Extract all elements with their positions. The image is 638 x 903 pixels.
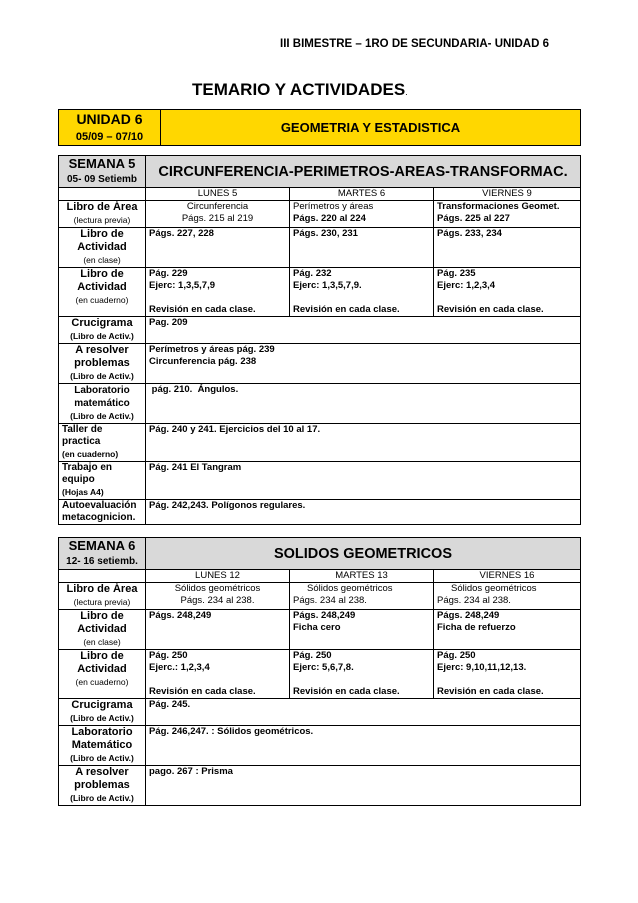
label-main: Libro de Área bbox=[66, 583, 138, 595]
week-label: SEMANA 5 bbox=[68, 156, 136, 171]
cell-line: Ejerc: 1,3,5,7,9. bbox=[293, 280, 362, 291]
unit-topic: GEOMETRIA Y ESTADISTICA bbox=[161, 110, 581, 146]
cell bbox=[146, 201, 290, 228]
row-label bbox=[59, 228, 146, 268]
day-header: VIERNES 16 bbox=[434, 570, 581, 583]
label-main: problemas bbox=[74, 779, 130, 791]
cell-line: Revisión en cada clase. bbox=[293, 686, 400, 697]
row-label bbox=[59, 650, 146, 699]
cell-line: Ejerc: 9,10,11,12,13. bbox=[437, 662, 527, 673]
cell-line: Pág. 250 bbox=[149, 650, 188, 661]
label-main: Laboratorio bbox=[74, 385, 130, 396]
row-label bbox=[59, 384, 146, 424]
week-dates: 12- 16 setiemb. bbox=[66, 556, 138, 567]
cell: pág. 210. Ángulos. bbox=[146, 384, 581, 424]
label-main: Libro de bbox=[80, 228, 124, 240]
cell-line: Perímetros y áreas pág. 239 bbox=[149, 344, 275, 355]
label-sub: (en clase) bbox=[83, 255, 121, 265]
row-label bbox=[59, 462, 146, 500]
label-main: Matemático bbox=[71, 739, 133, 751]
day-header: LUNES 5 bbox=[146, 188, 290, 201]
label-sub: (Hojas A4) bbox=[62, 487, 104, 497]
cell: Pág. 240 y 241. Ejercicios del 10 al 17. bbox=[146, 424, 581, 462]
cell-line: Pág. 229 bbox=[149, 268, 188, 279]
row-label bbox=[59, 766, 146, 806]
cell-line: Circunferencia bbox=[186, 201, 249, 212]
label-main: Libro de bbox=[80, 650, 124, 662]
week-topic: CIRCUNFERENCIA-PERIMETROS-AREAS-TRANSFORMAC. bbox=[146, 156, 581, 188]
row-label bbox=[59, 610, 146, 650]
unit-cell bbox=[59, 110, 161, 146]
day-empty bbox=[59, 570, 146, 583]
label-sub: (Libro de Activ.) bbox=[70, 331, 134, 341]
cell-line: Perímetros y áreas bbox=[293, 201, 374, 212]
day-empty bbox=[59, 188, 146, 201]
label-main: Actividad bbox=[77, 663, 127, 675]
cell-line: Pág. 250 bbox=[293, 650, 332, 661]
label-sub: (Libro de Activ.) bbox=[70, 713, 134, 723]
week-topic: SOLIDOS GEOMETRICOS bbox=[146, 538, 581, 570]
cell bbox=[290, 650, 434, 699]
day-header: MARTES 6 bbox=[290, 188, 434, 201]
row-label bbox=[59, 424, 146, 462]
label-sub: (en cuaderno) bbox=[62, 449, 119, 459]
row-label bbox=[59, 268, 146, 317]
cell-line: Pág. 235 bbox=[437, 268, 476, 279]
cell bbox=[146, 583, 290, 610]
cell: pago. 267 : Prisma bbox=[146, 766, 581, 806]
week-label-cell bbox=[59, 156, 146, 188]
label-sub: (lectura previa) bbox=[73, 215, 131, 225]
label-main: Libro de bbox=[80, 268, 124, 280]
cell-line: Revisión en cada clase. bbox=[437, 686, 544, 697]
label-main: Actividad bbox=[77, 281, 127, 293]
label-sub: (Libro de Activ.) bbox=[70, 371, 134, 381]
label-main: Laboratorio bbox=[71, 726, 133, 738]
cell: Pág. 246,247. : Sólidos geométricos. bbox=[146, 726, 581, 766]
cell-line: Pág. 250 bbox=[437, 650, 476, 661]
row-label bbox=[59, 726, 146, 766]
cell-line: Págs. 248,249 bbox=[437, 610, 500, 621]
cell bbox=[434, 650, 581, 699]
cell: Pág. 242,243. Polígonos regulares. bbox=[146, 500, 581, 525]
cell: Pág. 241 El Tangram bbox=[146, 462, 581, 500]
title-text: TEMARIO Y ACTIVIDADES bbox=[192, 80, 406, 99]
label-main: Libro de bbox=[80, 610, 124, 622]
week-label: SEMANA 6 bbox=[68, 538, 136, 553]
cell-line: Págs. 248,249 bbox=[293, 610, 356, 621]
cell: Pag. 209 bbox=[146, 317, 581, 344]
label-main: practica bbox=[62, 436, 101, 447]
cell-line: Ejerc: 5,6,7,8. bbox=[293, 662, 354, 673]
week-label-cell bbox=[59, 538, 146, 570]
label-sub: (Libro de Activ.) bbox=[70, 793, 134, 803]
cell bbox=[290, 583, 434, 610]
cell bbox=[434, 268, 581, 317]
cell bbox=[434, 201, 581, 228]
cell: Págs. 230, 231 bbox=[290, 228, 434, 268]
cell: Pág. 245. bbox=[146, 699, 581, 726]
label-main: Crucigrama bbox=[71, 699, 133, 711]
cell-line: Revisión en cada clase. bbox=[293, 304, 400, 315]
day-header: VIERNES 9 bbox=[434, 188, 581, 201]
row-label bbox=[59, 500, 146, 525]
label-main: A resolver bbox=[75, 766, 129, 778]
cell-line: Ejerc.: 1,2,3,4 bbox=[149, 662, 210, 673]
label-main: A resolver bbox=[75, 344, 129, 356]
week-5-table bbox=[58, 155, 581, 525]
cell-line: Págs. 234 al 238. bbox=[437, 595, 511, 606]
cell bbox=[290, 610, 434, 650]
cell bbox=[290, 268, 434, 317]
label-main: Taller de bbox=[62, 424, 103, 435]
label-sub: (en cuaderno) bbox=[75, 295, 129, 305]
row-label bbox=[59, 699, 146, 726]
row-label bbox=[59, 317, 146, 344]
unit-dates: 05/09 – 07/10 bbox=[75, 131, 144, 143]
unit-table bbox=[58, 109, 581, 146]
label-sub: (en clase) bbox=[83, 637, 121, 647]
label-main: Autoevaluación bbox=[62, 500, 137, 511]
label-sub: (Libro de Activ.) bbox=[70, 753, 134, 763]
cell-line: Sólidos geométricos bbox=[174, 583, 261, 594]
label-main: problemas bbox=[74, 357, 130, 369]
unit-label: UNIDAD 6 bbox=[76, 111, 143, 127]
cell-line: Revisión en cada clase. bbox=[437, 304, 544, 315]
cell-line: Ficha cero bbox=[293, 622, 341, 633]
cell: Págs. 248,249 bbox=[146, 610, 290, 650]
cell-line: Circunferencia pág. 238 bbox=[149, 356, 257, 367]
cell bbox=[290, 201, 434, 228]
label-main: Crucigrama bbox=[71, 317, 133, 329]
row-label bbox=[59, 201, 146, 228]
cell bbox=[434, 610, 581, 650]
page-title bbox=[192, 80, 408, 100]
cell-line: Pág. 232 bbox=[293, 268, 332, 279]
cell-line: Págs. 220 al 224 bbox=[293, 213, 366, 224]
label-main: metacognicion. bbox=[62, 512, 136, 523]
week-dates: 05- 09 Setiemb bbox=[66, 174, 138, 185]
label-main: Actividad bbox=[77, 241, 127, 253]
label-main: matemático bbox=[74, 398, 130, 409]
cell: Págs. 227, 228 bbox=[146, 228, 290, 268]
cell-line: Págs. 234 al 238. bbox=[180, 595, 255, 606]
row-label bbox=[59, 583, 146, 610]
label-main: Trabajo en bbox=[62, 462, 113, 473]
cell-line: Págs. 215 al 219 bbox=[181, 213, 254, 224]
cell-line: Transformaciones Geomet. bbox=[437, 201, 560, 212]
cell-line: Págs. 234 al 238. bbox=[293, 595, 367, 606]
cell bbox=[146, 268, 290, 317]
label-sub: (en cuaderno) bbox=[75, 677, 129, 687]
week-6-table bbox=[58, 537, 581, 806]
label-main: Libro de Área bbox=[66, 201, 138, 213]
title-dot: . bbox=[405, 87, 408, 97]
cell-line: Págs. 225 al 227 bbox=[437, 213, 510, 224]
cell-line: Ejerc: 1,2,3,4 bbox=[437, 280, 496, 291]
cell-line: Ficha de refuerzo bbox=[437, 622, 516, 633]
header-text: III BIMESTRE – 1RO DE SECUNDARIA- UNIDAD 6 bbox=[280, 38, 550, 50]
day-header: MARTES 13 bbox=[290, 570, 434, 583]
cell-line: Ejerc: 1,3,5,7,9 bbox=[149, 280, 216, 291]
label-sub: (Libro de Activ.) bbox=[70, 411, 134, 421]
cell-line: Revisión en cada clase. bbox=[149, 686, 256, 697]
cell-line: Revisión en cada clase. bbox=[149, 304, 256, 315]
cell-line: Sólidos geométricos bbox=[451, 583, 537, 594]
label-main: Actividad bbox=[77, 623, 127, 635]
cell-line: Sólidos geométricos bbox=[307, 583, 393, 594]
row-label bbox=[59, 344, 146, 384]
cell bbox=[146, 344, 581, 384]
cell bbox=[146, 650, 290, 699]
day-header: LUNES 12 bbox=[146, 570, 290, 583]
label-main: equipo bbox=[62, 474, 95, 485]
cell bbox=[434, 583, 581, 610]
label-sub: (lectura previa) bbox=[73, 597, 131, 607]
cell: Págs. 233, 234 bbox=[434, 228, 581, 268]
